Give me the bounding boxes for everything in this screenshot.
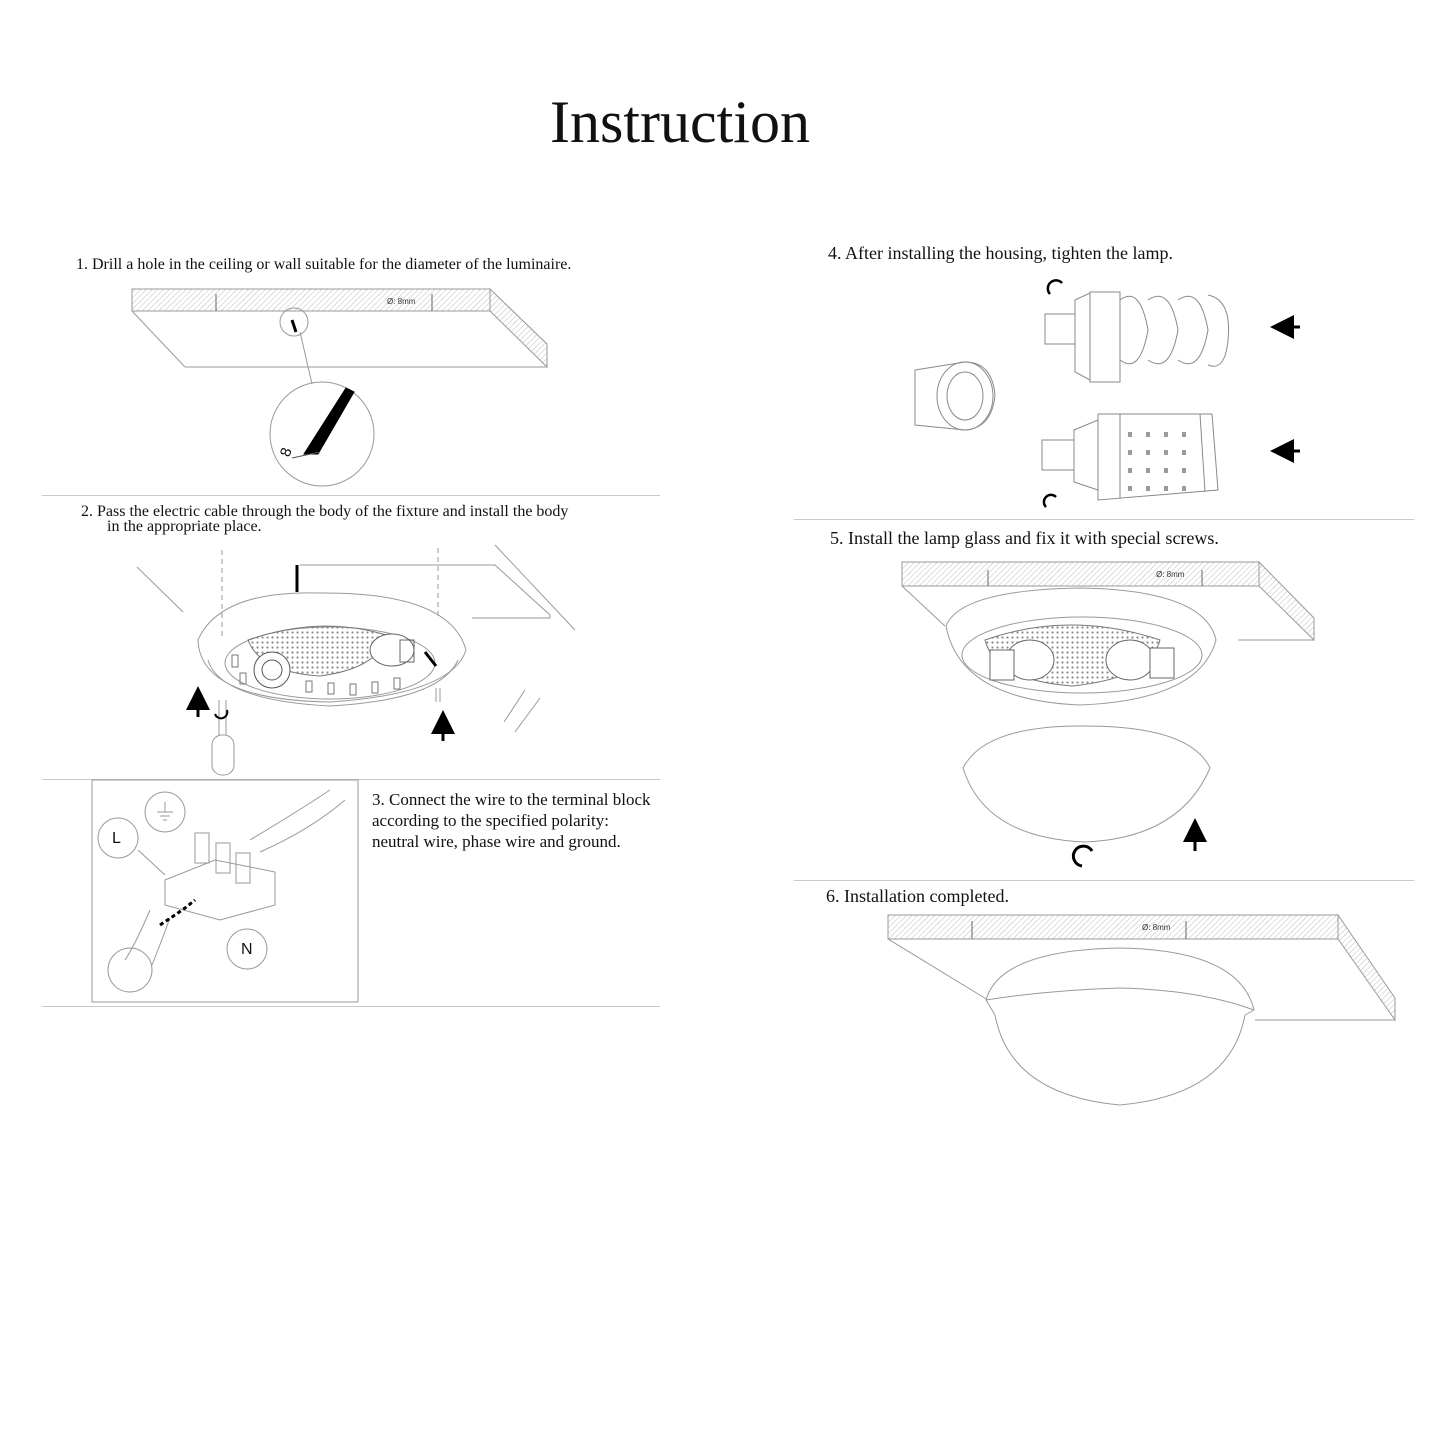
page-title: Instruction bbox=[550, 89, 810, 155]
step-3-text-line-1: 3. Connect the wire to the terminal block bbox=[372, 790, 651, 809]
led-dots bbox=[1128, 432, 1186, 491]
step-6-illustration bbox=[888, 915, 1395, 1105]
step-2-text-line-1: 2. Pass the electric cable through the body of the fixture and install the body bbox=[81, 503, 569, 520]
step-4-illustration bbox=[915, 292, 1229, 500]
step-5-rotate-icon bbox=[1073, 846, 1092, 866]
neutral-label: N bbox=[241, 941, 253, 958]
step-5-drill-diameter-label: Ø: 8mm bbox=[1156, 570, 1185, 579]
live-label: L bbox=[112, 830, 121, 847]
step-5-illustration bbox=[902, 562, 1314, 842]
step-3-text-line-2: according to the specified polarity: bbox=[372, 811, 609, 830]
step-3-text-line-3: neutral wire, phase wire and ground. bbox=[372, 832, 621, 851]
drill-diameter-label: Ø: 8mm bbox=[387, 297, 416, 306]
step-3-illustration bbox=[92, 780, 358, 1002]
step-2-rotate-icon bbox=[215, 710, 227, 718]
step-5-text: 5. Install the lamp glass and fix it with special screws. bbox=[830, 528, 1219, 548]
step-1-illustration bbox=[132, 289, 547, 486]
step-6-drill-diameter-label: Ø: 8mm bbox=[1142, 923, 1171, 932]
step-4-rotate-icon-bottom bbox=[1044, 495, 1056, 507]
drill-bit-size-label: 8 bbox=[276, 445, 296, 460]
step-4-text: 4. After installing the housing, tighten the lamp. bbox=[828, 243, 1173, 263]
step-4-rotate-icon-top bbox=[1048, 280, 1062, 294]
step-2-text-line-2: in the appropriate place. bbox=[107, 518, 262, 535]
step-2-illustration bbox=[137, 545, 575, 775]
step-1-text: 1. Drill a hole in the ceiling or wall suitable for the diameter of the luminaire. bbox=[76, 256, 572, 273]
step-6-text: 6. Installation completed. bbox=[826, 886, 1009, 906]
